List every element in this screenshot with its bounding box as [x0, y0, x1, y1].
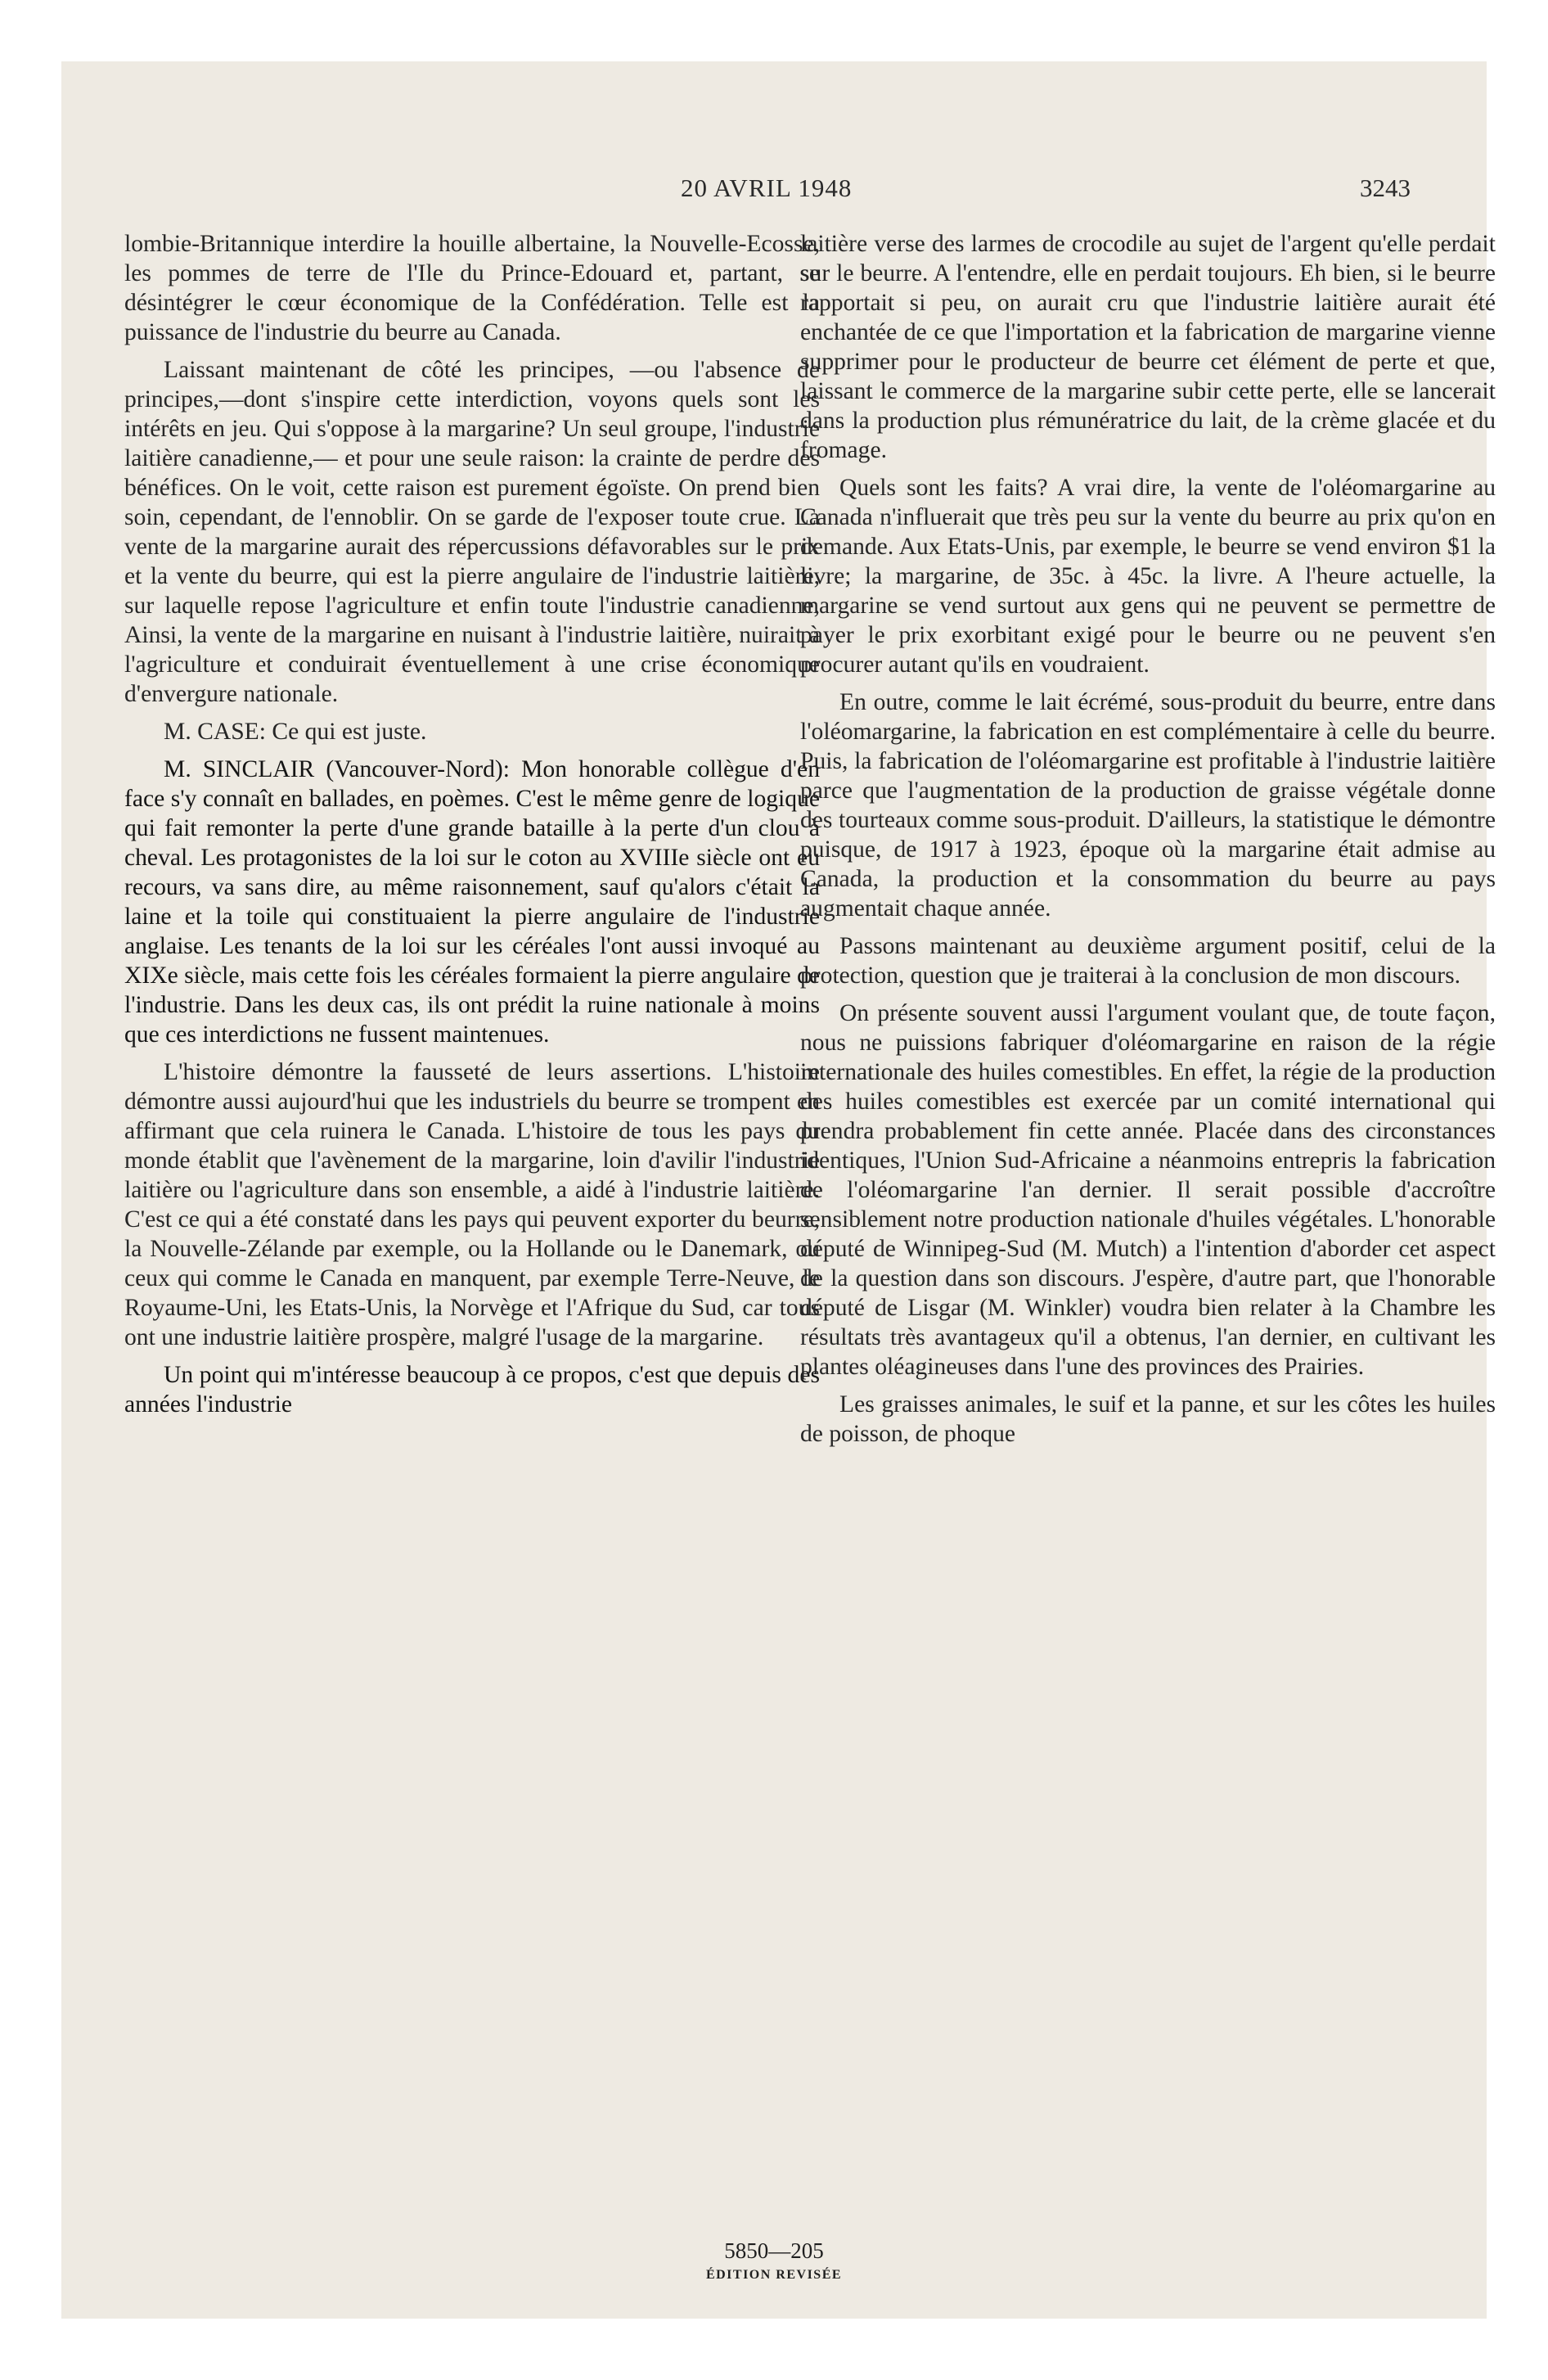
paragraph: lombie-Britannique interdire la houille albertaine, la Nouvelle-Ecosse, les pommes de terre de l'Ile du Prince-Edouard et, partant, se désintégrer le cœur économique de la Confédération. Telle est la puissance de l'industrie du beurre au Canada. [124, 231, 820, 345]
paragraph: En outre, comme le lait écrémé, sous-produit du beurre, entre dans l'oléomargarine, la fabrication en est complémentaire à celle du beurre. Puis, la fabrication de l'oléomargarine est profitable à l'industrie laitière parce que l'augmentation de la production de graisse végétale donne des tourteaux comme sous-produit. D'ailleurs, la statistique le démontre puisque, de 1917 à 1923, époque où la margarine était admise au Canada, la production et la consommation du beurre au pays augmentait chaque année. [800, 689, 1496, 922]
paragraph: On présente souvent aussi l'argument voulant que, de toute façon, nous ne puissions fabriquer d'oléomargarine en raison de la régie internationale des huiles comestibles. En effet, la régie de la production des huiles comestibles est exercée par un comité international qui prendra probablement fin cette année. Placée dans des circonstances identiques, l'Union Sud-Africaine a néanmoins entrepris la fabrication de l'oléomargarine l'an dernier. Il serait possible d'accroître sensiblement notre production nationale d'huiles végétales. L'honorable député de Winnipeg-Sud (M. Mutch) a l'intention d'aborder cet aspect de la question dans son discours. J'espère, d'autre part, que l'honorable député de Lisgar (M. Winkler) voudra bien relater à la Chambre les résultats très avantageux qu'il a obtenus, l'an dernier, en cultivant les plantes oléagineuses dans l'une des provinces des Prairies. [800, 1000, 1496, 1380]
paragraph: Quels sont les faits? A vrai dire, la vente de l'oléomargarine au Canada n'influerait que très peu sur la vente du beurre au prix qu'on en demande. Aux Etats-Unis, par exemple, le beurre se vend environ $1 la livre; la margarine, de 35c. à 45c. la livre. A l'heure actuelle, la margarine se vend surtout aux gens qui ne peuvent se permettre de payer le prix exorbitant exigé pour le beurre ou ne peuvent s'en procurer autant qu'ils en voudraient. [800, 475, 1496, 678]
paragraph: Laissant maintenant de côté les principes, —ou l'absence de principes,—dont s'inspire cette interdiction, voyons quels sont les intérêts en jeu. Qui s'oppose à la margarine? Un seul groupe, l'industrie laitière canadienne,— et pour une seule raison: la crainte de perdre des bénéfices. On le voit, cette raison est purement égoïste. On prend bien soin, cependant, de l'ennoblir. On se garde de l'exposer toute crue. La vente de la margarine aurait des répercussions défavorables sur le prix et la vente du beurre, qui est la pierre angulaire de l'industrie laitière, sur laquelle repose l'agriculture et enfin toute l'industrie canadienne, Ainsi, la vente de la margarine en nuisant à l'industrie laitière, nuirait à l'agriculture et conduirait éventuellement à une crise économique d'envergure nationale. [124, 357, 820, 707]
paragraph: Un point qui m'intéresse beaucoup à ce propos, c'est que depuis des années l'industrie [124, 1362, 820, 1418]
right-column [800, 229, 1496, 1457]
edition-label: ÉDITION REVISÉE [705, 2268, 843, 2282]
page-date: 20 AVRIL 1948 [681, 174, 853, 202]
left-column [124, 229, 820, 1427]
paragraph: Passons maintenant au deuxième argument positif, celui de la protection, question que je traiterai à la conclusion de mon discours. [800, 933, 1496, 989]
speaker-paragraph: M. SINCLAIR (Vancouver-Nord): Mon honorable collègue d'en face s'y connaît en ballades, en poèmes. C'est le même genre de logique qui fait remonter la perte d'une grande bataille à la perte d'un clou à cheval. Les protagonistes de la loi sur le coton au XVIIIe siècle ont eu recours, va sans dire, au même raisonnement, sauf qu'alors c'était la laine et la toile qui constituaient la pierre angulaire de l'industrie anglaise. Les tenants de la loi sur les céréales l'ont aussi invoqué au XIXe siècle, mais cette fois les céréales formaient la pierre angulaire de l'industrie. Dans les deux cas, ils ont prédit la ruine nationale à moins que ces interdictions ne fussent maintenues. [124, 756, 820, 1048]
paragraph: Les graisses animales, le suif et la panne, et sur les côtes les huiles de poisson, de phoque [800, 1391, 1496, 1447]
paragraph: laitière verse des larmes de crocodile au sujet de l'argent qu'elle perdait sur le beurre. A l'entendre, elle en perdait toujours. Eh bien, si le beurre rapportait si peu, on aurait cru que l'industrie laitière aurait été enchantée de ce que l'importation et la fabrication de margarine vienne supprimer pour le producteur de beurre cet élément de perte et que, laissant le commerce de la margarine subir cette perte, elle se lancerait dans la production plus rémunératrice du lait, de la crème glacée et du fromage. [800, 231, 1496, 463]
print-code: 5850—205 [724, 2238, 824, 2263]
page-number: 3243 [1360, 174, 1411, 202]
paragraph: L'histoire démontre la fausseté de leurs assertions. L'histoire démontre aussi aujourd'hui que les industriels du beurre se trompent en affirmant que cela ruinera le Canada. L'histoire de tous les pays du monde établit que l'avènement de la margarine, loin d'avilir l'industrie laitière ou l'agriculture dans son ensemble, a aidé à l'industrie laitière. C'est ce qui a été constaté dans les pays qui peuvent exporter du beurre, la Nouvelle-Zélande par exemple, ou la Hollande ou le Danemark, ou ceux qui comme le Canada en manquent, par exemple Terre-Neuve, le Royaume-Uni, les Etats-Unis, la Norvège et l'Afrique du Sud, car tous ont une industrie laitière prospère, malgré l'usage de la margarine. [124, 1059, 820, 1350]
speaker-paragraph: M. CASE: Ce qui est juste. [164, 719, 427, 745]
